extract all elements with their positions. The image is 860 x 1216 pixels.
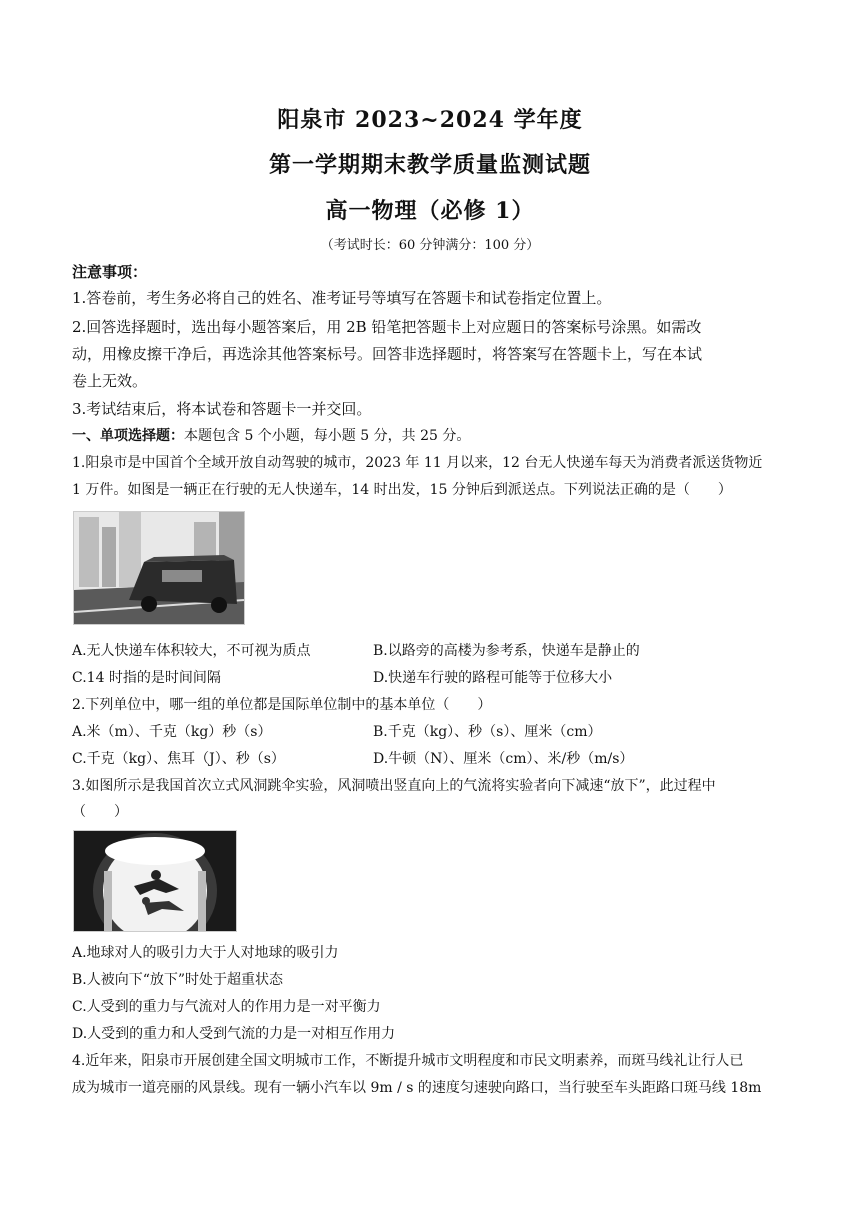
q4-stem: 4.近年来，阳泉市开展创建全国文明城市工作，不断提升城市文明程度和市民文明素养，而斑马线礼让行人已 [72,1053,744,1069]
q2-stem: 2.下列单位中，哪一组的单位都是国际单位制中的基本单位（ ） [72,697,492,713]
note-item: 卷上无效。 [72,372,148,390]
note-item: 动，用橡皮擦干净后，再选涂其他答案标号。回答非选择题时，将答案写在答题卡上，写在本试 [72,345,703,363]
q3-option-b: B.人被向下“放下”时处于超重状态 [72,972,284,988]
wind-tunnel-photo [73,830,237,932]
q1-stem: 1.阳泉市是中国首个全域开放自动驾驶的城市，2023 年 11 月以来，12 台无人快递车每天为消费者派送货物近 [72,455,763,471]
note-item: 1.答卷前，考生务必将自己的姓名、准考证号等填写在答题卡和试卷指定位置上。 [72,289,612,307]
section-desc: 本题包含 5 个小题，每小题 5 分，共 25 分。 [184,428,471,444]
q3-option-c: C.人受到的重力与气流对人的作用力是一对平衡力 [72,999,381,1015]
q1-option-b: B.以路旁的高楼为参考系，快递车是静止的 [373,643,640,659]
exam-subtitle: 第一学期期末教学质量监测试题 [268,152,591,178]
q3-stem: （ ） [72,804,128,820]
note-item: 3.考试结束后，将本试卷和答题卡一并交回。 [72,400,372,418]
q3-option-d: D.人受到的重力和人受到气流的力是一对相互作用力 [72,1026,396,1042]
notes-heading: 注意事项： [72,263,148,281]
q1-stem: 1 万件。如图是一辆正在行驶的无人快递车，14 时出发，15 分钟后到派送点。下列说法正确的是（ ） [72,482,732,498]
q2-option-a: A.米（m）、千克（kg）秒（s） [72,724,272,740]
q3-option-a: A.地球对人的吸引力大于人对地球的吸引力 [72,945,339,961]
exam-title: 阳泉市 2023~2024 学年度 [277,107,583,133]
q2-option-b: B.千克（kg）、秒（s）、厘米（cm） [373,724,602,740]
q1-option-c: C.14 时指的是时间间隔 [72,670,221,686]
subject-title: 高一物理（必修 1） [325,198,535,224]
section-heading [72,425,794,445]
note-item: 2.回答选择题时，选出每小题答案后，用 2B 铅笔把答题卡上对应题日的答案标号涂黑。如需改 [72,318,702,336]
exam-info: （考试时长：60 分钟满分：100 分） [320,238,540,253]
q1-option-d: D.快递车行驶的路程可能等于位移大小 [373,670,613,686]
q2-option-d: D.牛顿（N）、厘米（cm）、米/秒（m/s） [373,751,634,767]
q2-option-c: C.千克（kg）、焦耳（J）、秒（s） [72,751,285,767]
q1-option-a: A.无人快递车体积较大，不可视为质点 [72,643,311,659]
q4-stem: 成为城市一道亮丽的风景线。现有一辆小汽车以 9m / s 的速度匀速驶向路口，当行驶至车头距路口斑马线 18m [72,1080,762,1096]
delivery-vehicle-photo [73,511,245,625]
section-label: 一、单项选择题： [72,428,184,444]
q3-stem: 3.如图所示是我国首次立式风洞跳伞实验，风洞喷出竖直向上的气流将实验者向下减速“放下”，此过程中 [72,778,716,794]
